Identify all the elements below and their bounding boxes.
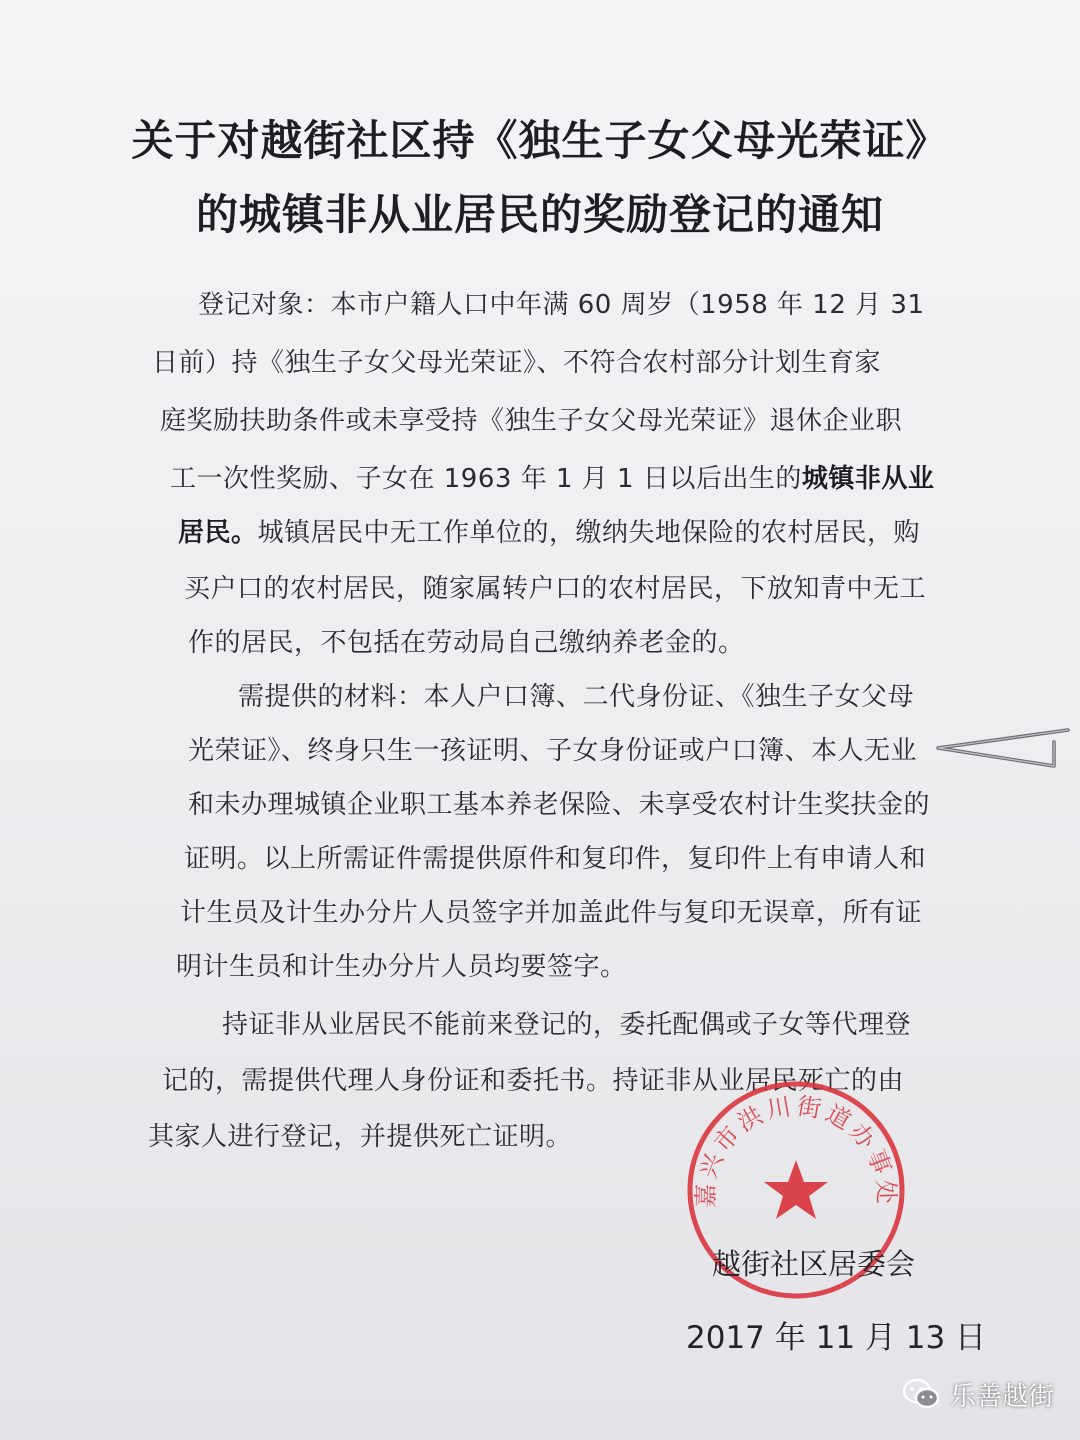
p1-line-4: [170, 458, 934, 495]
p2-line-2: 光荣证》、终身只生一孩证明、子女身份证或户口簿、本人无业: [188, 736, 918, 766]
p3-line-2: 记的，需提供代理人身份证和委托书。持证非从业居民死亡的由: [162, 1066, 905, 1096]
p1-bold-text: 城镇非从业: [801, 464, 935, 494]
paper-clip: [930, 722, 1070, 778]
title-line-1: 关于对越街社区持《独生子女父母光荣证》: [131, 116, 949, 165]
p1-line-3: 庭奖励扶助条件或未享受持《独生子女父母光荣证》退休企业职: [160, 406, 903, 436]
p1-line-2: 日前）持《独生子女父母光荣证》、不符合农村部分计划生育家: [152, 348, 882, 378]
document-date: 2017 年 11 月 13 日: [686, 1320, 987, 1356]
account-name: 乐善越街: [950, 1381, 1055, 1412]
seal-text: 嘉兴市洪川街道办事处: [691, 1091, 901, 1209]
p1-line-6: 买户口的农村居民，随家属转户口的农村居民，下放知青中无工: [184, 574, 927, 604]
p3-line-1: 持证非从业居民不能前来登记的，委托配偶或子女等代理登: [222, 1010, 912, 1040]
p2-line-3: 和未办理城镇企业职工基本养老保险、未享受农村计生奖扶金的: [188, 790, 931, 820]
p1-line-4-text: 工一次性奖励、子女在 1963 年 1 月 1 日以后出生的: [170, 464, 802, 494]
wechat-icon: [902, 1377, 940, 1411]
p2-line-4: 证明。以上所需证件需提供原件和复印件，复印件上有申请人和: [184, 844, 927, 874]
p2-line-5: 计生员及计生办分片人员签字并加盖此件与复印无误章，所有证: [180, 898, 923, 928]
account-watermark: [902, 1372, 1054, 1416]
title-line-2: 的城镇非从业居民的奖励登记的通知: [195, 190, 884, 239]
signature-committee: 越街社区居委会: [712, 1247, 916, 1281]
p3-line-3: 其家人进行登记，并提供死亡证明。: [148, 1122, 573, 1152]
p1-line-5-text: 城镇居民中无工作单位的，缴纳失地保险的农村居民，购: [257, 518, 921, 548]
p1-line-1: 登记对象：本市户籍人口中年满 60 周岁（1958 年 12 月 31: [198, 290, 925, 320]
p2-line-6: 明计生员和计生办分片人员均要签字。: [176, 952, 627, 982]
p1-line-5: [178, 512, 920, 549]
p1-bold-text-2: 居民。: [178, 518, 258, 548]
p2-line-1: 需提供的材料：本人户口簿、二代身份证、《独生子女父母: [238, 682, 915, 712]
p1-line-7: 作的居民，不包括在劳动局自己缴纳养老金的。: [188, 628, 745, 658]
